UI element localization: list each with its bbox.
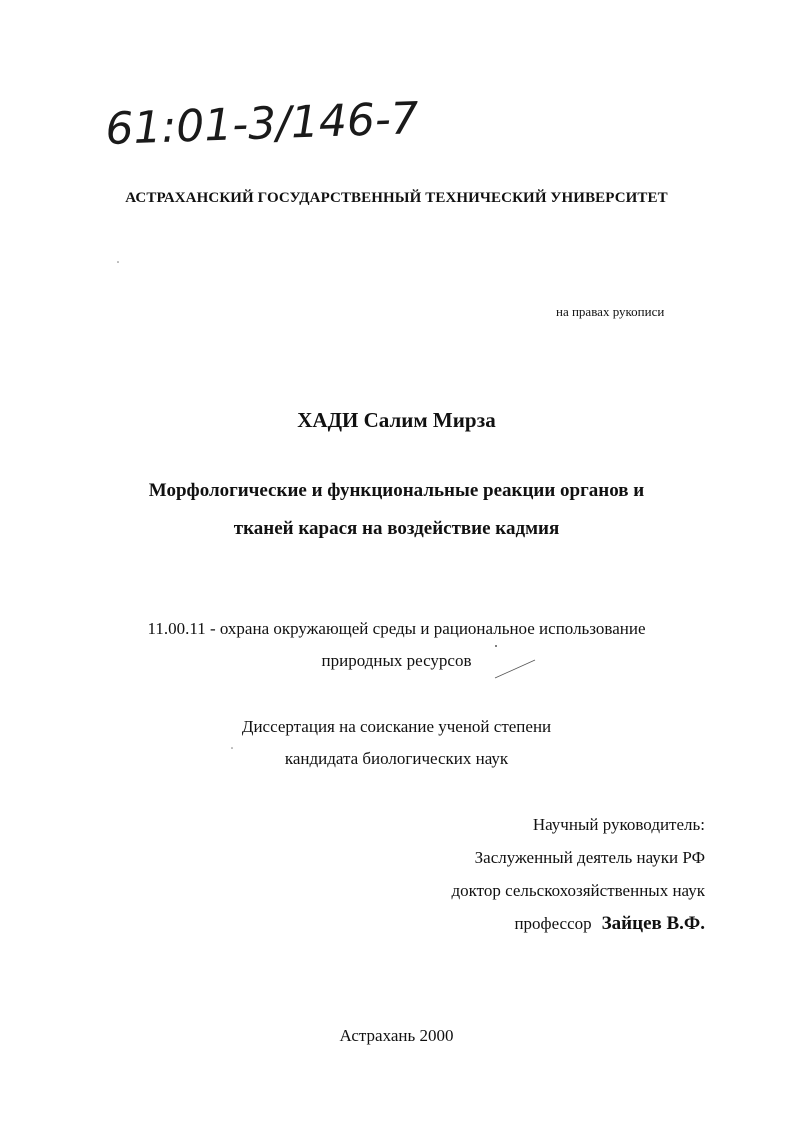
dissertation-type-line-2: кандидата биологических наук bbox=[284, 749, 509, 768]
manuscript-note: на правах рукописи bbox=[556, 304, 665, 319]
supervisor-line bbox=[514, 913, 705, 935]
dissertation-title-line-1: Морфологические и функциональные реакции органов и bbox=[148, 480, 645, 501]
handwritten-code-text: 61:01-3/146-7 bbox=[104, 93, 420, 155]
supervisor-degree: доктор сельскохозяйственных наук bbox=[451, 881, 705, 900]
handwritten-code-drawing bbox=[100, 92, 440, 172]
specialty-line-2: природных ресурсов bbox=[321, 651, 472, 670]
supervisor-title: профессор bbox=[514, 914, 592, 933]
supervisor-name: Зайцев В.Ф. bbox=[601, 913, 705, 934]
city-year: Астрахань 2000 bbox=[339, 1026, 454, 1045]
supervisor-label: Научный руководитель: bbox=[532, 815, 705, 834]
dust-speck bbox=[117, 261, 119, 263]
dissertation-title-line-2: тканей карася на воздействие кадмия bbox=[233, 518, 560, 539]
university-name: АСТРАХАНСКИЙ ГОСУДАРСТВЕННЫЙ ТЕХНИЧЕСКИЙ УНИВЕРСИТЕТ bbox=[125, 190, 668, 206]
supervisor-honor: Заслуженный деятель науки РФ bbox=[474, 848, 705, 867]
dissertation-type-line-1: Диссертация на соискание ученой степени bbox=[241, 717, 552, 736]
dust-speck bbox=[495, 645, 497, 647]
handwritten-code bbox=[100, 92, 440, 172]
specialty-line-1: 11.00.11 - охрана окружающей среды и рациональное использование bbox=[147, 619, 646, 638]
author-name: ХАДИ Салим Мирза bbox=[297, 408, 496, 432]
